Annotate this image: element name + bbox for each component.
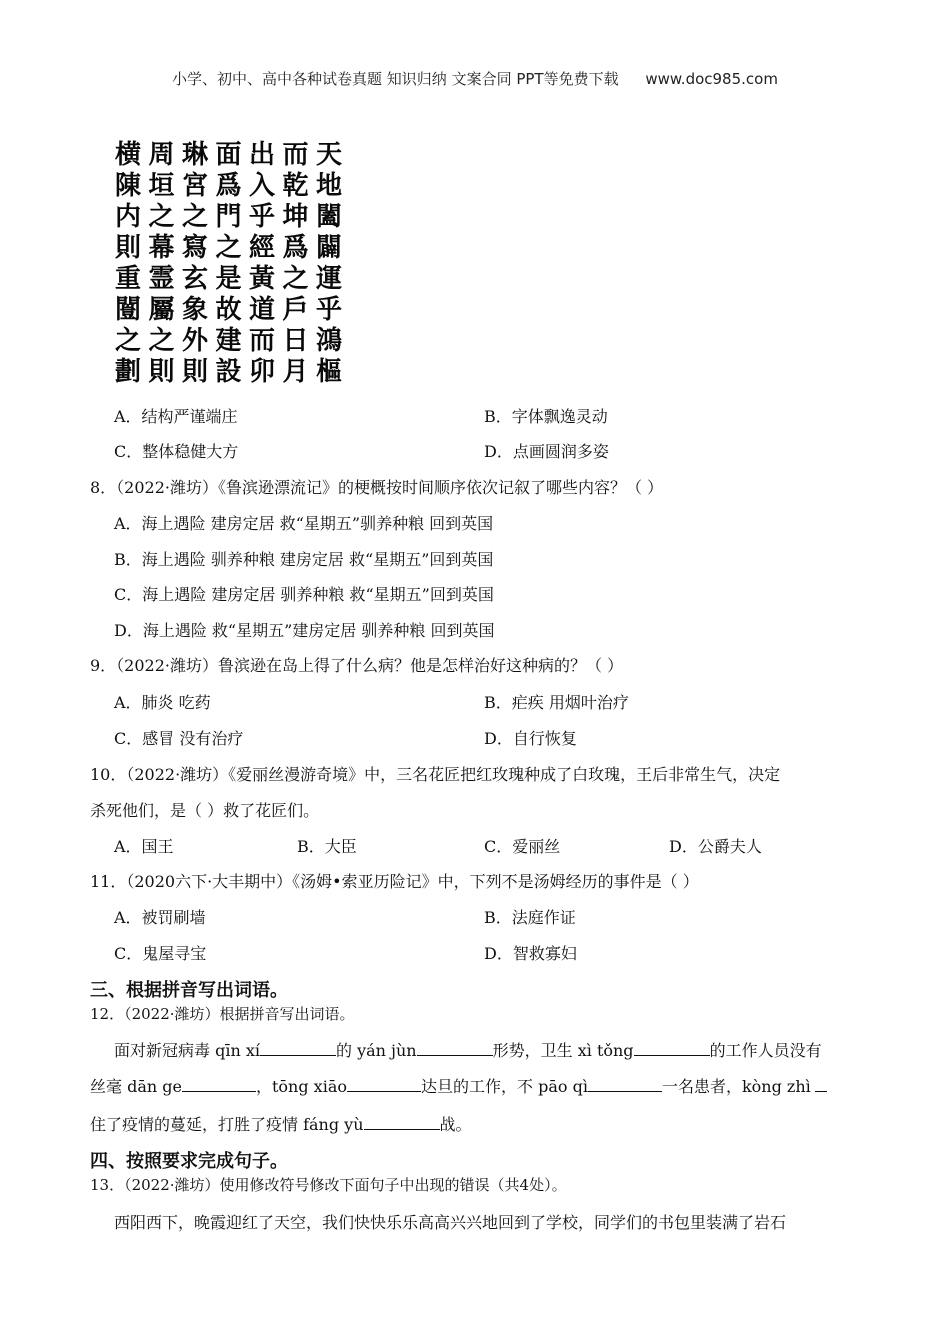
q8-option-b[interactable]: B．海上遇险 驯养种粮 建房定居 救“星期五”回到英国 <box>114 550 494 569</box>
calligraphy-char: 劃 <box>114 357 141 387</box>
calligraphy-char: 宮 <box>181 171 208 201</box>
q12-text: 住了疫情的蔓延，打胜了疫情 fáng yù <box>90 1115 364 1134</box>
q7-option-b[interactable]: B．字体飘逸灵动 <box>484 407 608 426</box>
calligraphy-char: 幕 <box>148 233 175 263</box>
q9-option-b[interactable]: B．疟疾 用烟叶治疗 <box>484 693 629 712</box>
calligraphy-char: 闢 <box>315 233 342 263</box>
q12-text: 一名患者，kòng zhì <box>661 1077 811 1096</box>
calligraphy-char: 爲 <box>215 171 242 201</box>
page-header <box>0 68 950 89</box>
answer-blank[interactable] <box>417 1039 493 1056</box>
calligraphy-char: 之 <box>148 202 175 232</box>
calligraphy-char: 屬 <box>148 295 175 325</box>
calligraphy-char: 霊 <box>148 264 175 294</box>
calligraphy-char: 内 <box>114 202 141 232</box>
q10-option-d[interactable]: D．公爵夫人 <box>669 837 762 856</box>
calligraphy-char: 玄 <box>181 264 208 294</box>
calligraphy-char: 設 <box>215 357 242 387</box>
calligraphy-column <box>113 140 143 388</box>
calligraphy-char: 闔 <box>315 202 342 232</box>
calligraphy-char: 重 <box>114 264 141 294</box>
q12-text: 战。 <box>439 1115 472 1134</box>
calligraphy-char: 戶 <box>282 295 309 325</box>
q7-option-c[interactable]: C．整体稳健大方 <box>114 442 239 461</box>
calligraphy-char: 門 <box>215 202 242 232</box>
q12-text: ，tōng xiāo <box>255 1077 347 1096</box>
calligraphy-image <box>112 140 344 392</box>
answer-blank[interactable] <box>815 1075 827 1092</box>
q9-option-a[interactable]: A．肺炎 吃药 <box>114 693 211 712</box>
calligraphy-char: 是 <box>215 264 242 294</box>
q11-option-c[interactable]: C．鬼屋寻宝 <box>114 944 207 963</box>
calligraphy-column <box>147 140 177 388</box>
calligraphy-column <box>180 140 210 388</box>
q9-option-c[interactable]: C．感冒 没有治疗 <box>114 729 244 748</box>
calligraphy-char: 闓 <box>114 295 141 325</box>
q10-option-a[interactable]: A．国王 <box>114 837 174 856</box>
q7-option-a[interactable]: A．结构严谨端庄 <box>114 407 238 426</box>
q9-option-d[interactable]: D．自行恢复 <box>484 729 577 748</box>
calligraphy-char: 面 <box>215 140 242 170</box>
q8-option-d[interactable]: D．海上遇险 救“星期五”建房定居 驯养种粮 回到英国 <box>114 621 495 640</box>
calligraphy-char: 則 <box>114 233 141 263</box>
header-url[interactable]: www.doc985.com <box>645 70 778 88</box>
section-3-heading: 三、根据拼音写出词语。 <box>90 980 288 1001</box>
calligraphy-char: 樞 <box>315 357 342 387</box>
q12-text: 形势，卫生 xì tǒng <box>492 1041 634 1060</box>
calligraphy-char: 則 <box>181 357 208 387</box>
q7-option-d[interactable]: D．点画圆润多姿 <box>484 442 609 461</box>
section-4-heading: 四、按照要求完成句子。 <box>90 1151 288 1172</box>
calligraphy-char: 乎 <box>248 202 275 232</box>
calligraphy-char: 之 <box>114 326 141 356</box>
answer-blank[interactable] <box>634 1039 710 1056</box>
calligraphy-char: 乎 <box>315 295 342 325</box>
calligraphy-char: 道 <box>248 295 275 325</box>
q12-text: 丝毫 dān ge <box>90 1077 182 1096</box>
answer-blank[interactable] <box>260 1039 336 1056</box>
answer-blank[interactable] <box>347 1075 421 1092</box>
calligraphy-char: 乾 <box>282 171 309 201</box>
q12-stem: 12．（2022·潍坊）根据拼音写出词语。 <box>90 1005 355 1023</box>
calligraphy-char: 之 <box>215 233 242 263</box>
q12-line1 <box>114 1038 822 1061</box>
calligraphy-char: 運 <box>315 264 342 294</box>
header-text: 小学、初中、高中各种试卷真题 知识归纳 文案合同 PPT等免费下载 <box>172 70 619 88</box>
q11-stem: 11．（2020六下·大丰期中）《汤姆•索亚历险记》中，下列不是汤姆经历的事件是（ ） <box>90 872 699 891</box>
calligraphy-char: 日 <box>282 326 309 356</box>
calligraphy-column <box>247 140 277 388</box>
calligraphy-char: 則 <box>148 357 175 387</box>
calligraphy-char: 經 <box>248 233 275 263</box>
q12-text: 面对新冠病毒 qīn xí <box>114 1041 260 1060</box>
calligraphy-char: 横 <box>114 140 141 170</box>
q12-text: 的工作人员没有 <box>709 1041 822 1060</box>
calligraphy-char: 周 <box>148 140 175 170</box>
calligraphy-char: 建 <box>215 326 242 356</box>
calligraphy-char: 之 <box>148 326 175 356</box>
q13-stem: 13．（2022·潍坊）使用修改符号修改下面句子中出现的错误（共4处）。 <box>90 1176 567 1194</box>
q13-sentence: 西阳西下，晚霞迎红了天空，我们快快乐乐高高兴兴地回到了学校，同学们的书包里装满了岩石 <box>114 1213 787 1232</box>
q8-stem: 8．（2022·潍坊）《鲁滨逊漂流记》的梗概按时间顺序依次记叙了哪些内容？（ ） <box>90 478 664 497</box>
q8-option-a[interactable]: A．海上遇险 建房定居 救“星期五”驯养种粮 回到英国 <box>114 514 494 533</box>
calligraphy-char: 陳 <box>114 171 141 201</box>
answer-blank[interactable] <box>364 1113 440 1130</box>
answer-blank[interactable] <box>588 1075 662 1092</box>
calligraphy-column <box>314 140 344 388</box>
calligraphy-char: 月 <box>282 357 309 387</box>
q11-option-d[interactable]: D．智救寡妇 <box>484 944 577 963</box>
q10-option-c[interactable]: C．爱丽丝 <box>484 837 561 856</box>
calligraphy-char: 寫 <box>181 233 208 263</box>
calligraphy-column <box>214 140 244 388</box>
calligraphy-char: 爲 <box>282 233 309 263</box>
calligraphy-char: 故 <box>215 295 242 325</box>
calligraphy-char: 出 <box>248 140 275 170</box>
q10-stem-line2: 杀死他们，是（ ）救了花匠们。 <box>90 801 320 820</box>
q12-text: 达旦的工作，不 pāo qì <box>421 1077 588 1096</box>
calligraphy-char: 外 <box>181 326 208 356</box>
calligraphy-char: 坤 <box>282 202 309 232</box>
q11-option-a[interactable]: A．被罚刷墙 <box>114 908 206 927</box>
q11-option-b[interactable]: B．法庭作证 <box>484 908 576 927</box>
calligraphy-char: 象 <box>181 295 208 325</box>
q12-line3 <box>90 1112 472 1135</box>
calligraphy-char: 黃 <box>248 264 275 294</box>
q10-option-b[interactable]: B．大臣 <box>297 837 357 856</box>
q9-stem: 9．（2022·潍坊）鲁滨逊在岛上得了什么病？他是怎样治好这种病的？（ ） <box>90 656 624 675</box>
calligraphy-char: 入 <box>248 171 275 201</box>
calligraphy-char: 卯 <box>248 357 275 387</box>
calligraphy-char: 天 <box>315 140 342 170</box>
q10-stem-line1: 10．（2022·潍坊）《爱丽丝漫游奇境》中，三名花匠把红玫瑰种成了白玫瑰，王后非常生气，决定 <box>90 765 781 784</box>
calligraphy-char: 而 <box>248 326 275 356</box>
q12-text: 的 yán jùn <box>335 1041 417 1060</box>
calligraphy-char: 鴻 <box>315 326 342 356</box>
answer-blank[interactable] <box>182 1075 256 1092</box>
calligraphy-char: 垣 <box>148 171 175 201</box>
q8-option-c[interactable]: C．海上遇险 建房定居 驯养种粮 救“星期五”回到英国 <box>114 585 494 604</box>
calligraphy-char: 之 <box>181 202 208 232</box>
q12-line2 <box>90 1074 827 1097</box>
calligraphy-char: 而 <box>282 140 309 170</box>
calligraphy-char: 琳 <box>181 140 208 170</box>
calligraphy-column <box>281 140 311 388</box>
calligraphy-char: 之 <box>282 264 309 294</box>
calligraphy-char: 地 <box>315 171 342 201</box>
